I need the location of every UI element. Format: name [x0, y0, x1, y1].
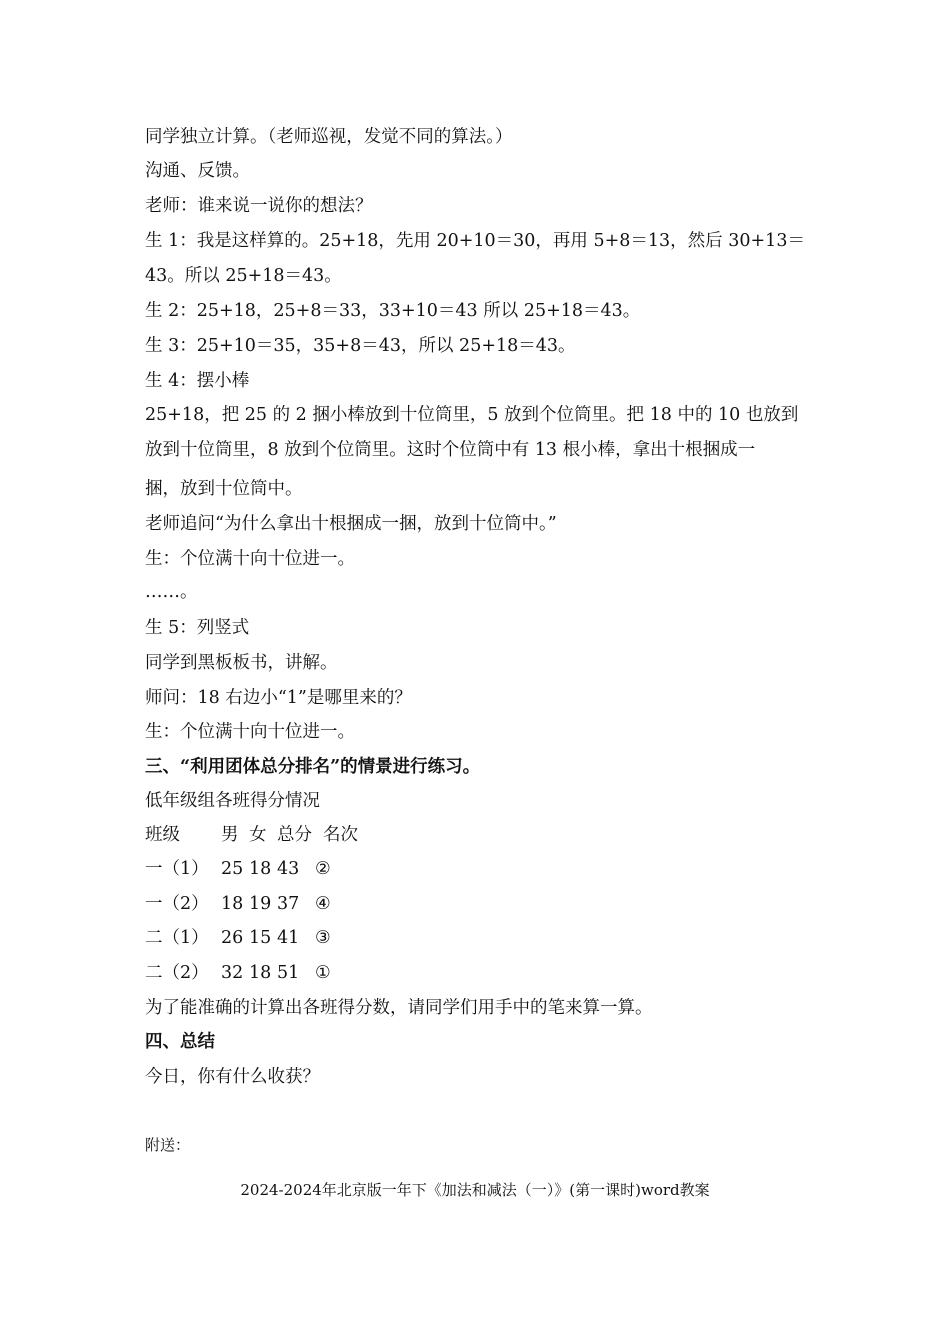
paragraph-line: 生 5：列竖式 [145, 618, 250, 638]
cell-class: 一（2） [145, 894, 209, 914]
paragraph-line: 43。所以 25+18＝43。 [145, 266, 342, 286]
cell-class: 一（1） [145, 859, 209, 879]
cell-girls: 15 [249, 928, 272, 948]
paragraph-line: 同学到黑板板书，讲解。 [145, 653, 338, 673]
header-boys: 男 [221, 825, 239, 845]
header-class: 班级 [145, 825, 180, 845]
appendix-label: 附送： [145, 1136, 191, 1154]
paragraph-line: 今日，你有什么收获？ [145, 1067, 320, 1087]
paragraph-line: 放到十位筒里，8 放到个位筒里。这时个位筒中有 13 根小棒，拿出十根捆成一 [145, 440, 756, 460]
cell-total: 41 [277, 928, 300, 948]
cell-boys: 25 [221, 859, 244, 879]
cell-rank: ④ [315, 894, 331, 914]
paragraph-line: ……。 [145, 582, 198, 602]
paragraph-line: 生：个位满十向十位进一。 [145, 722, 355, 742]
cell-class: 二（1） [145, 928, 209, 948]
section-heading: 四、总结 [145, 1032, 215, 1052]
cell-girls: 18 [249, 963, 272, 983]
paragraph-line: 老师追问“为什么拿出十根捆成一捆，放到十位筒中。” [145, 514, 557, 534]
paragraph-line: 25+18，把 25 的 2 捆小棒放到十位筒里，5 放到个位筒里。把 18 中的 10 也放到 [145, 405, 799, 425]
cell-boys: 32 [221, 963, 244, 983]
paragraph-line: 沟通、反馈。 [145, 161, 250, 181]
header-rank: 名次 [323, 825, 358, 845]
paragraph-line: 同学独立计算。（老师巡视，发觉不同的算法。） [145, 127, 513, 147]
cell-boys: 26 [221, 928, 244, 948]
paragraph-line: 生 1：我是这样算的。25+18，先用 20+10＝30，再用 5+8＝13，然后 30+13＝ [145, 231, 805, 251]
header-girls: 女 [249, 825, 267, 845]
paragraph-line: 生：个位满十向十位进一。 [145, 549, 355, 569]
paragraph-line: 生 3：25+10＝35，35+8＝43，所以 25+18＝43。 [145, 336, 576, 356]
paragraph-line: 捆，放到十位筒中。 [145, 479, 303, 499]
cell-rank: ① [315, 963, 331, 983]
paragraph-line: 为了能准确的计算出各班得分数，请同学们用手中的笔来算一算。 [145, 998, 653, 1018]
paragraph-line: 生 2：25+18，25+8＝33，33+10＝43 所以 25+18＝43。 [145, 301, 641, 321]
header-total: 总分 [277, 825, 312, 845]
cell-total: 37 [277, 894, 300, 914]
cell-rank: ② [315, 859, 331, 879]
footer-title: 2024-2024年北京版一年下《加法和减法（一）》(第一课时)word教案 [240, 1181, 710, 1199]
cell-girls: 18 [249, 859, 272, 879]
cell-rank: ③ [315, 928, 331, 948]
cell-boys: 18 [221, 894, 244, 914]
cell-total: 51 [277, 963, 300, 983]
cell-total: 43 [277, 859, 300, 879]
paragraph-line: 生 4：摆小棒 [145, 371, 250, 391]
cell-girls: 19 [249, 894, 272, 914]
paragraph-line: 老师：谁来说一说你的想法？ [145, 196, 373, 216]
paragraph-line: 师问：18 右边小“1”是哪里来的？ [145, 688, 412, 708]
section-heading: 三、“利用团体总分排名”的情景进行练习。 [145, 757, 481, 777]
table-caption: 低年级组各班得分情况 [145, 791, 320, 811]
cell-class: 二（2） [145, 963, 209, 983]
